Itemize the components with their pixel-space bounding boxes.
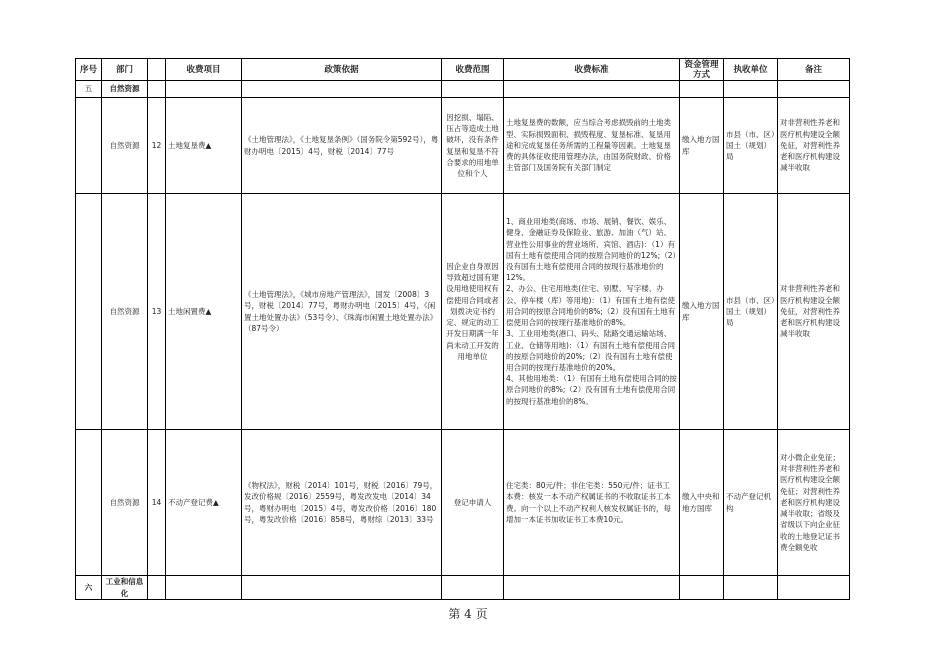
basis-cell: 《物权法》，财税〔2014〕101号，财税〔2016〕79号，发改价格规〔2016〕2559号，粤发改发电〔2014〕34号，粤财办明电〔2015〕4号，粤发改价格〔2016〕180号，粤发改价格〔2016〕858号，粤财综〔2013〕33号 — [242, 430, 442, 576]
table-header-row — [76, 59, 850, 81]
empty-cell — [166, 81, 242, 98]
standard-line: 1、商业用地类(商场、市场、展销、餐饮、娱乐、健身、金融证券及保险业、旅游、加油（气）站、营业性公用事业的营业场所、宾馆、酒店)：（1）有国有土地有偿使用合同的按原合同地价的12%;（2）没有国有土地有偿使用合同的按现行基准地价的12%。 2、办公、住宅用地类(住宅、别墅、写字楼、办公、停车楼（库）等用地)：（1）有国有土地有偿使用合同的按原合同地价的8%;（2）没有国有土地有偿使用合同的按现行基准地价的8%。 3、工业用地类(港口、码头、陆路交通运输站场、工业、仓储等用地)：（1）有国有土地有偿使用合同的按原合同地价的20%;（2）没有国有土地有偿使用合同的按现行基准地价的20%。 4、其他用地类：（1）有国有土地有偿使用合同的按原合同地价的8%;（2）没有国有土地有偿使用合同的按现行基准地价的8%。 — [506, 217, 677, 406]
header-no: 序号 — [76, 59, 102, 81]
section-number: 五 — [76, 81, 102, 98]
standard-cell — [504, 194, 680, 430]
empty-cell — [680, 81, 724, 98]
empty-cell — [504, 576, 680, 600]
remark-cell: 对非营利性养老和医疗机构建设全额免征，对营利性养老和医疗机构建设减半收取 — [778, 194, 850, 430]
basis-cell: 《土地管理法》，《城市房地产管理法》，国发〔2008〕3号，财税〔2014〕77号，粤财办明电〔2015〕4号，《闲置土地处置办法》（53号令）、《珠海市闲置土地处置办法》（87号令） — [242, 194, 442, 430]
standard-cell: 土地复垦费的数额，应当综合考虑损毁前的土地类型、实际损毁面积、损毁程度、复垦标准、复垦用途和完成复垦任务所需的工程量等因素。土地复垦费的具体征收使用管理办法，由国务院财政、价格主管部门及国务院有关部门制定 — [504, 98, 680, 194]
empty-cell — [442, 576, 504, 600]
header-fund: 资金管理方式 — [680, 59, 724, 81]
header-standard: 收费标准 — [504, 59, 680, 81]
idx-cell: 12 — [148, 98, 166, 194]
dept-cell: 自然资源 — [102, 430, 148, 576]
section-label: 工业和信息化 — [102, 576, 148, 600]
scope-cell: 登记申请人 — [442, 430, 504, 576]
header-idx — [148, 59, 166, 81]
empty-cell — [148, 576, 166, 600]
table-row — [76, 98, 850, 194]
item-cell: 土地闲置费▲ — [166, 194, 242, 430]
scope-cell: 因企业自身原因导致超过国有建设用地使用权有偿使用合同或者划拨决定书约定、规定的动工开发日期满一年尚未动工开发的用地单位 — [442, 194, 504, 430]
unit-cell: 市县（市、区）国土（规划）局 — [724, 98, 778, 194]
dept-cell: 自然资源 — [102, 194, 148, 430]
scope-cell: 因挖损、塌陷、压占等造成土地破坏，没有条件复垦和复垦不符合要求的用地单位和个人 — [442, 98, 504, 194]
empty-cell — [166, 576, 242, 600]
basis-cell: 《土地管理法》，《土地复垦条例》（国务院令第592号），粤财办明电〔2015〕4号，财税〔2014〕77号 — [242, 98, 442, 194]
empty-cell — [242, 576, 442, 600]
header-dept: 部门 — [102, 59, 148, 81]
fee-table — [75, 58, 850, 600]
empty-cell — [680, 576, 724, 600]
empty-cell — [724, 81, 778, 98]
empty-cell — [76, 194, 102, 430]
header-basis: 政策依据 — [242, 59, 442, 81]
fund-cell: 缴入中央和地方国库 — [680, 430, 724, 576]
section-row — [76, 81, 850, 98]
header-remark: 备注 — [778, 59, 850, 81]
item-cell: 不动产登记费▲ — [166, 430, 242, 576]
table-row — [76, 430, 850, 576]
standard-cell: 住宅类：80元/件；非住宅类：550元/件；证书工本费：核发一本不动产权属证书的不收取证书工本费。向一个以上不动产权利人核发权属证书的，每增加一本证书加收证书工本费10元。 — [504, 430, 680, 576]
header-scope: 收费范围 — [442, 59, 504, 81]
empty-cell — [76, 430, 102, 576]
empty-cell — [76, 98, 102, 194]
unit-cell: 市县（市、区）国土（规划）局 — [724, 194, 778, 430]
empty-cell — [242, 81, 442, 98]
page-number: 第 4 页 — [448, 607, 488, 621]
dept-cell: 自然资源 — [102, 98, 148, 194]
idx-cell: 14 — [148, 430, 166, 576]
remark-cell: 对小微企业免征；对非营利性养老和医疗机构建设全额免征；对营利性养老和医疗机构建设减半收取；省级及省级以下向企业征收的土地登记证书费全额免收 — [778, 430, 850, 576]
header-item: 收费项目 — [166, 59, 242, 81]
fund-cell: 缴入地方国库 — [680, 194, 724, 430]
section-number: 六 — [76, 576, 102, 600]
table-row — [76, 194, 850, 430]
empty-cell — [778, 81, 850, 98]
remark-cell: 对非营利性养老和医疗机构建设全额免征，对营利性养老和医疗机构建设减半收取 — [778, 98, 850, 194]
empty-cell — [504, 81, 680, 98]
empty-cell — [724, 576, 778, 600]
header-unit: 执收单位 — [724, 59, 778, 81]
empty-cell — [778, 576, 850, 600]
item-cell: 土地复垦费▲ — [166, 98, 242, 194]
empty-cell — [442, 81, 504, 98]
idx-cell: 13 — [148, 194, 166, 430]
section-row — [76, 576, 850, 600]
empty-cell — [148, 81, 166, 98]
fund-cell: 缴入地方国库 — [680, 98, 724, 194]
section-label: 自然资源 — [102, 81, 148, 98]
unit-cell: 不动产登记机构 — [724, 430, 778, 576]
